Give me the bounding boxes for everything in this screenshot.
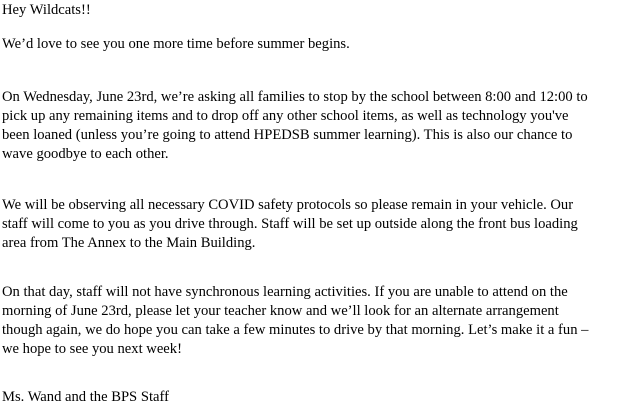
letter-intro: We’d love to see you one more time before summer begins. <box>2 36 350 52</box>
paragraph-line: area from The Annex to the Main Building. <box>2 235 256 251</box>
paragraph-day-schedule <box>2 283 588 359</box>
paragraph-line: morning of June 23rd, please let your teacher know and we’ll look for an alternate arrangement <box>2 303 559 319</box>
paragraph-line: On Wednesday, June 23rd, we’re asking all families to stop by the school between 8:00 and 12:00 to <box>2 89 588 105</box>
paragraph-covid-protocols <box>2 196 578 253</box>
paragraph-line: we hope to see you next week! <box>2 341 182 357</box>
paragraph-line: pick up any remaining items and to drop off any other school items, as well as technology you've <box>2 108 569 124</box>
paragraph-line: On that day, staff will not have synchronous learning activities. If you are unable to attend on the <box>2 284 568 300</box>
letter-greeting: Hey Wildcats!! <box>2 2 91 18</box>
letter-signature: Ms. Wand and the BPS Staff <box>2 389 169 405</box>
paragraph-line: though again, we do hope you can take a few minutes to drive by that morning. Let’s make it a fun – <box>2 322 589 338</box>
paragraph-pickup-details <box>2 88 588 164</box>
paragraph-line: been loaned (unless you’re going to attend HPEDSB summer learning). This is also our chance to <box>2 127 573 143</box>
paragraph-line: staff will come to you as you drive through. Staff will be set up outside along the front bus loading <box>2 216 578 232</box>
paragraph-line: wave goodbye to each other. <box>2 146 169 162</box>
paragraph-line: We will be observing all necessary COVID safety protocols so please remain in your vehicle. Our <box>2 197 574 213</box>
